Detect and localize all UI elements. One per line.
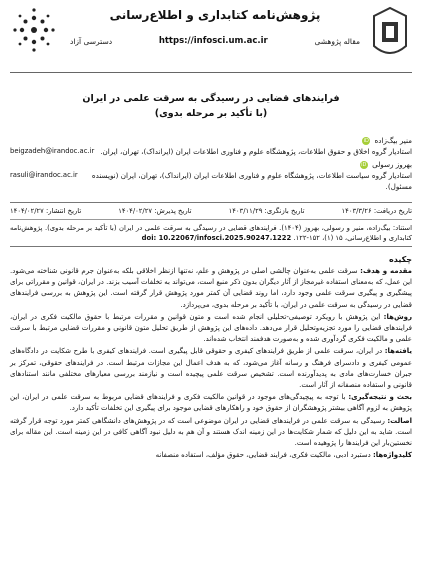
open-access-label: دسترسی آزاد <box>70 36 113 46</box>
section-text: این پژوهش با رویکرد توصیفی-تحلیلی انجام شده است و متون قوانین و مقررات مرتبط با حقوق مالکیت فکری در ایران، فرایندهای قضایی را مورد تجزیه‌وتحلیل قرار می‌دهد. داده‌های این پژوهش از طریق تحلیل متون قانونی و مقررات قضایی مرتبط با سرقت علمی و مالکیت فکری گردآوری شده و به‌صورت هدفمند انتخاب شده‌اند. <box>10 312 412 344</box>
section-label: اصالت: <box>387 416 412 425</box>
university-logo-icon <box>370 6 410 62</box>
section-label: یافته‌ها: <box>384 347 412 356</box>
dates-row <box>10 203 412 220</box>
date-accepted: تاریخ پذیرش: ۱۴۰۴/۰۲/۲۷ <box>118 207 192 215</box>
abstract-paragraph <box>10 346 412 391</box>
doi-link[interactable]: doi: 10.22067/infosci.2025.90247.1222 <box>141 234 292 242</box>
author-name: منیر بیگ‌زاده <box>374 136 412 145</box>
section-text: در ایران، سرقت علمی از طریق فرایندهای کیفری و حقوقی قابل پیگیری است. فرایندهای کیفری با طرح شکایت در دادگاه‌های عمومی کیفری و دادسرای فرهنگ و رسانه آغاز می‌شود، که به هدف اعمال این مجازات مرتبط است. در فرایندهای حقوقی، تمرکز بر جبران خسارت‌های مادی به پدیدآورنده است. تشخیص سرقت علمی پیچیده است و نیازمند بررسی معیارهای مختلفی مانند استنادهای قانونی و استفاده منصفانه از آثار است. <box>10 347 412 390</box>
section-label: روش‌ها: <box>383 312 412 321</box>
article-subtitle: (با تأکید بر مرحله بدوی) <box>154 108 268 119</box>
section-label: مقدمه و هدف: <box>360 267 412 275</box>
author-email-link[interactable]: rasuli@irandoc.ac.ir <box>10 171 78 179</box>
section-text: با توجه به پیچیدگی‌های موجود در قوانین مالکیت فکری و فرایندهای قضایی مربوط به سرقت علمی در ایران، این پژوهش به لزوم آگاهی بیشتر پژوهشگران از حقوق خود و راهکارهای قضایی موجود برای پیگیری این تخلفات تأکید دارد. <box>10 393 412 413</box>
keywords-label: کلیدواژه‌ها: <box>372 451 412 460</box>
abstract-body <box>10 266 412 461</box>
abstract-paragraph <box>10 312 412 346</box>
abstract-paragraph <box>10 392 412 414</box>
date-published: تاریخ انتشار: ۱۴۰۴/۰۲/۲۷ <box>10 207 82 215</box>
author-affiliation: استادیار گروه اخلاق و حقوق اطلاعات، پژوهشگاه علوم و فناوری اطلاعات ایران (ایرانداک)، تهران، ایران. <box>100 147 412 156</box>
header-meta <box>70 36 360 46</box>
journal-header <box>10 0 412 73</box>
article-type: مقاله پژوهشی <box>314 36 360 46</box>
keywords-text: دستبرد ادبی، مالکیت فکری، فرایند قضایی، حقوق مؤلف، استفاده منصفانه <box>155 451 371 460</box>
author-2 <box>10 159 412 192</box>
article-title: فرایندهای قضایی در رسیدگی به سرقت علمی در ایران <box>82 93 340 104</box>
orcid-icon[interactable]: iD <box>361 162 367 168</box>
article-info-box <box>10 202 412 247</box>
section-label: بحث و نتیجه‌گیری: <box>348 393 412 402</box>
author-affiliation: استادیار گروه سیاست اطلاعات، پژوهشگاه علوم و فناوری اطلاعات ایران (ایرانداک)، تهران، ایران (نویسنده مسئول). <box>91 171 412 191</box>
abstract-heading: چکیده <box>388 255 412 264</box>
journal-logo-icon <box>12 6 56 54</box>
orcid-icon[interactable]: iD <box>363 138 369 144</box>
authors-block <box>10 135 412 192</box>
author-name: بهروز رسولی <box>372 160 412 169</box>
article-title-block <box>10 91 412 121</box>
section-text: رسیدگی به سرقت علمی در فرایندهای قضایی در ایران موضوعی است که در پژوهش‌های دانشگاهی کمتر مورد توجه قرار گرفته است. شاید به این دلیل که شمار شکایت‌ها در این زمینه اندک هستند و آن هم به دلیل نبود آگاهی کافی در این زمینه است. این مقاله برای نخستین‌بار این فرایندها را پژوهیده است. <box>10 416 412 448</box>
citation-block <box>10 220 412 246</box>
journal-title: پژوهش‌نامه کتابداری و اطلاع‌رسانی <box>109 8 321 22</box>
journal-url-link[interactable]: https://infosci.um.ac.ir <box>158 36 268 46</box>
abstract-paragraph <box>10 266 412 311</box>
date-received: تاریخ دریافت: ۱۴۰۳/۳/۲۶ <box>341 207 412 215</box>
author-email-link[interactable]: beigzadeh@irandoc.ac.ir <box>10 147 95 155</box>
author-1 <box>10 135 412 157</box>
date-revised: تاریخ بازنگری: ۱۴۰۳/۱۱/۲۹ <box>228 207 305 215</box>
citation-text: استناد: بیگ‌زاده، منیر و رسولی، بهروز (۱۴۰۴). فرایندهای قضایی در رسیدگی به سرقت علمی در ایران (با تأکید بر مرحله بدوی). پژوهش‌نامه کتابداری و اطلاع‌رسانی، ۱۵ (۱)، ۱۵۲-۱۲۲. <box>10 224 412 242</box>
abstract-paragraph <box>10 416 412 450</box>
section-text: سرقت علمی به‌عنوان چالشی اصلی در پژوهش و علم، نه‌تنها ازنظر اخلاقی بلکه به‌عنوان جرم قانونی شناخته می‌شود. این عمل، که به‌معنای استفاده غیرمجاز از آثار دیگران بدون ذکر منبع است، می‌تواند به تخلفات آسیب بزند. در ایران، قوانین و مقرراتی برای پیشگیری و پیگیری سرقت علمی وجود دارد، اما روند قضایی آن کمتر مورد پژوهش قرار گرفته است. این پژوهش به بررسی فرایندهای قضایی در رسیدگی به سرقت علمی در ایران، با تأکید بر مرحله بدوی، می‌پردازد. <box>9 267 412 309</box>
keywords-paragraph <box>10 450 412 461</box>
